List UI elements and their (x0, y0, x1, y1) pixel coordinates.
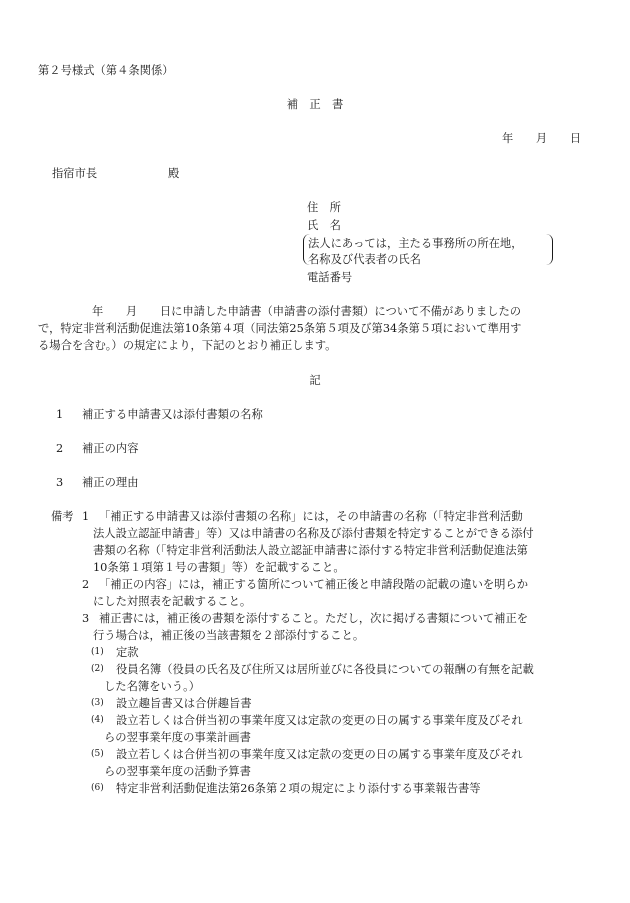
addressee-name: 指宿市長 (52, 167, 98, 180)
sub-item-6-number: (6) (91, 783, 104, 793)
addressee-honorific: 殿 (168, 167, 180, 180)
document-title: 補 正 書 (286, 98, 344, 111)
note-2-line-1: 「補正の内容」には，補正する箇所について補正後と申請段階の記載の違いを明らか (99, 578, 529, 591)
notes-heading: 備考 (51, 510, 74, 523)
note-2-line-2: にした対照表を記載すること。 (93, 595, 252, 608)
ki-heading: 記 (309, 374, 321, 387)
sub-item-5-line-2: らの翌事業年度の活動予算書 (104, 765, 251, 778)
note-3-line-2: 行う場合は，補正後の当該書類を２部添付すること。 (93, 629, 365, 642)
body-line-3: る場合を含む。）の規定により，下記のとおり補正します。 (38, 339, 337, 352)
note-1-number: 1 (82, 510, 90, 523)
date-line: 年 月 日 (502, 132, 582, 145)
bracket-right (546, 234, 553, 265)
item-3-number: 3 (56, 476, 64, 489)
sub-item-3-number: (3) (91, 698, 104, 708)
sub-item-4-number: (4) (91, 715, 104, 725)
body-line-1: 年 月 日に申請した申請書（申請書の添付書類）について不備がありましたの (92, 305, 522, 318)
item-3-text: 補正の理由 (82, 476, 139, 489)
note-1-line-4: 10条第１項第１号の書類」等）を記載すること。 (93, 561, 345, 574)
corporation-note-line1: 法人にあっては，主たる事務所の所在地， (308, 237, 523, 250)
note-2-number: 2 (82, 578, 90, 591)
sub-item-5-line-1: 設立若しくは合併当初の事業年度又は定款の変更の日の属する事業年度及びそれ (116, 748, 523, 761)
note-1-line-3: 書類の名称（「特定非営利活動法人設立認証申請書に添付する特定非営利活動促進法第 (93, 544, 528, 557)
note-3-line-1: 補正書には，補正後の書類を添付すること。ただし，次に掲げる書類について補正を (99, 612, 529, 625)
item-1-number: 1 (56, 408, 64, 421)
sub-item-1-number: (1) (91, 647, 104, 657)
sub-item-2-line-1: 役員名簿（役員の氏名及び住所又は居所並びに各役員についての報酬の有無を記載 (116, 663, 534, 676)
sub-item-3-line-1: 設立趣旨書又は合併趣旨書 (116, 697, 252, 710)
item-1-text: 補正する申請書又は添付書類の名称 (82, 408, 263, 421)
sub-item-4-line-2: らの翌事業年度の事業計画書 (104, 731, 251, 744)
note-3-number: 3 (82, 612, 90, 625)
sub-item-4-line-1: 設立若しくは合併当初の事業年度又は定款の変更の日の属する事業年度及びそれ (116, 714, 523, 727)
sub-item-1-line-1: 定款 (116, 646, 139, 659)
item-2-text: 補正の内容 (82, 442, 139, 455)
body-line-2: で，特定非営利活動促進法第10条第４項（同法第25条第５項及び第34条第５項において準用す (38, 322, 522, 335)
corporation-note-line2: 名称及び代表者の氏名 (308, 253, 421, 266)
item-2-number: 2 (56, 442, 64, 455)
note-1-line-2: 法人設立認証申請書」等）又は申請書の名称及び添付書類を特定することができる添付 (93, 527, 534, 540)
sub-item-2-number: (2) (91, 664, 104, 674)
sub-item-2-line-2: した名簿をいう。） (104, 680, 201, 693)
sub-item-6-line-1: 特定非営利活動促進法第26条第２項の規定により添付する事業報告書等 (116, 782, 481, 795)
note-1-line-1: 「補正する申請書又は添付書類の名称」には，その申請書の名称（「特定非営利活動 (99, 510, 523, 523)
name-label: 氏 名 (307, 219, 341, 232)
form-label: 第２号様式（第４条関係） (38, 64, 174, 77)
sub-item-5-number: (5) (91, 749, 104, 759)
address-label: 住 所 (307, 201, 341, 214)
phone-label: 電話番号 (307, 271, 353, 284)
